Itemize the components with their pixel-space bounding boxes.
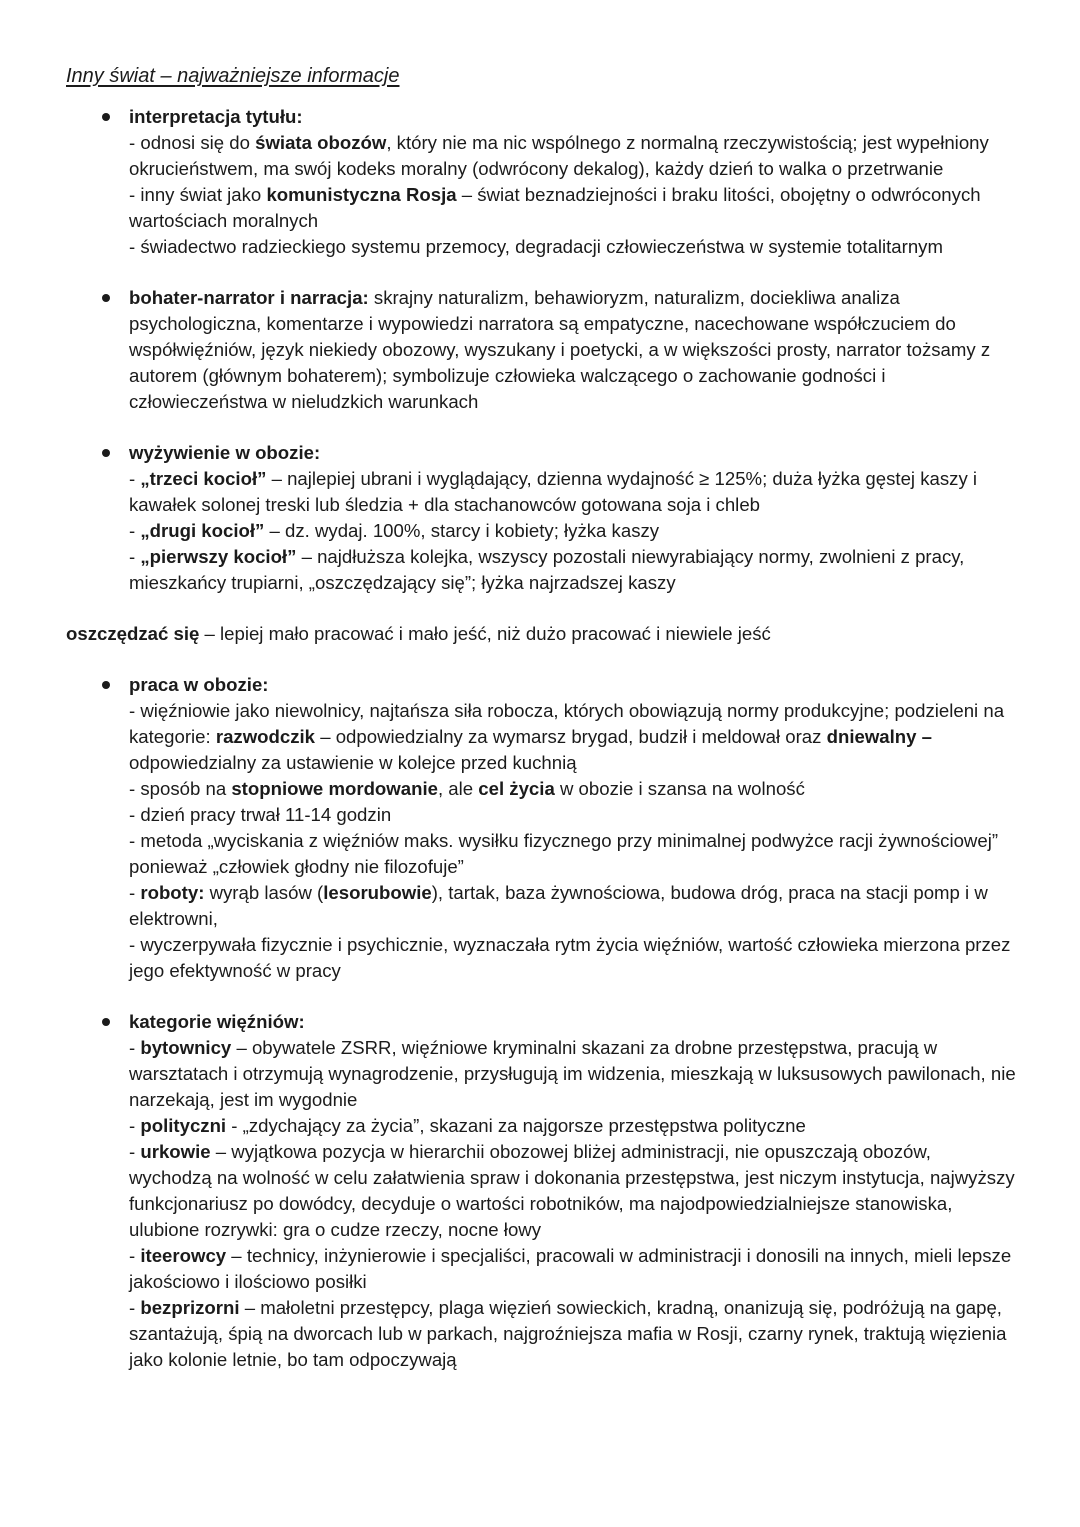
- text-line: [129, 1295, 1016, 1373]
- bold-text-run: razwodczik: [215, 726, 316, 747]
- text-run: – dz. wydaj. 100%, starcy i kobiety; łyżka kaszy: [264, 520, 660, 541]
- text-run: - sposób na: [129, 778, 232, 799]
- bold-text-run: świata obozów: [255, 132, 387, 153]
- text-run: - dzień pracy trwał 11-14 godzin: [129, 804, 392, 825]
- text-line: [129, 776, 1016, 802]
- bullet-item-interpretacja-tytulu: [66, 104, 1016, 260]
- bold-text-run: iteerowcy: [140, 1245, 227, 1266]
- text-line: [129, 544, 1016, 596]
- text-line: [129, 1113, 1016, 1139]
- text-line: [129, 802, 1016, 828]
- text-line: [129, 182, 1016, 234]
- bold-text-run: roboty:: [140, 882, 205, 903]
- bold-text-run: bytownicy: [140, 1037, 232, 1058]
- text-run: – najlepiej ubrani i wyglądający, dzienna wydajność ≥ 125%; duża łyżka gęstej kaszy i kawałek solonej treski lub śledzia + dla stachanowców gotowana soja i chleb: [129, 468, 978, 515]
- text-run: – odpowiedzialny za wymarsz brygad, budził i meldował oraz: [315, 726, 827, 747]
- text-run: -: [129, 1297, 141, 1318]
- text-line: [129, 828, 1016, 880]
- bullet-item-wyzywienie-w-obozie: [66, 440, 1016, 596]
- text-run: wyrąb lasów (: [204, 882, 324, 903]
- text-line: [129, 1035, 1016, 1113]
- text-run: – najdłuższa kolejka, wszyscy pozostali niewyrabiający normy, zwolnieni z pracy, mieszkańcy trupiarni, „oszczędzający się”; łyżka najrzadszej kaszy: [129, 546, 965, 593]
- bold-text-run: interpretacja tytułu:: [129, 106, 303, 127]
- text-run: – świat beznadziejności i braku litości, obojętny o odwróconych wartościach moralnych: [129, 184, 981, 231]
- text-line: [129, 880, 1016, 932]
- bold-text-run: komunistyczna Rosja: [266, 184, 457, 205]
- bold-text-run: lesorubowie: [323, 882, 432, 903]
- text-run: - „zdychający za życia”, skazani za najgorsze przestępstwa polityczne: [226, 1115, 806, 1136]
- text-line: [129, 285, 1016, 415]
- bold-text-run: polityczni: [140, 1115, 227, 1136]
- text-line: [129, 1139, 1016, 1243]
- text-run: w obozie i szansa na wolność: [554, 778, 805, 799]
- bold-text-run: bezprizorni: [140, 1297, 240, 1318]
- bullet-item-kategorie-wiezniow: [66, 1009, 1016, 1373]
- bold-text-run: oszczędzać się: [66, 623, 200, 644]
- text-run: - świadectwo radzieckiego systemu przemocy, degradacji człowieczeństwa w systemie totalitarnym: [129, 236, 943, 257]
- text-run: - wyczerpywała fizycznie i psychicznie, wyznaczała rytm życia więźniów, wartość człowieka mierzona przez jego efektywność w pracy: [129, 934, 1011, 981]
- bullet-icon: [102, 113, 110, 121]
- bold-text-run: „drugi kocioł”: [140, 520, 265, 541]
- text-line: [66, 621, 1016, 647]
- text-line: [129, 518, 1016, 544]
- bold-text-run: praca w obozie:: [129, 674, 269, 695]
- text-run: -: [129, 520, 141, 541]
- bullet-icon: [102, 1018, 110, 1026]
- text-line: [129, 234, 1016, 260]
- text-line: [129, 130, 1016, 182]
- text-run: – lepiej mało pracować i mało jeść, niż dużo pracować i niewiele jeść: [199, 623, 771, 644]
- text-run: -: [129, 1141, 141, 1162]
- text-line: [129, 932, 1016, 984]
- bold-text-run: wyżywienie w obozie:: [129, 442, 321, 463]
- bold-text-run: dniewalny –: [826, 726, 933, 747]
- text-run: -: [129, 468, 141, 489]
- text-run: - metoda „wyciskania z więźniów maks. wysiłku fizycznego przy minimalnej podwyżce racji żywnościowej” ponieważ „człowiek głodny nie filozofuje”: [129, 830, 999, 877]
- bullet-item-praca-w-obozie: [66, 672, 1016, 984]
- text-run: - inny świat jako: [129, 184, 267, 205]
- paragraph-oszczedzac-sie: [66, 621, 1016, 647]
- text-run: -: [129, 1037, 141, 1058]
- text-run: -: [129, 1245, 141, 1266]
- bold-text-run: cel życia: [478, 778, 555, 799]
- text-run: - odnosi się do: [129, 132, 256, 153]
- text-run: , który nie ma nic wspólnego z normalną rzeczywistością; jest wypełniony okrucieństwem, ma swój kodeks moralny (odwrócony dekalog), każdy dzień to walka o przetrwanie: [129, 132, 989, 179]
- text-run: ), tartak, baza żywnościowa, budowa dróg, praca na stacji pomp i w elektrowni,: [129, 882, 988, 929]
- document-body: [66, 104, 1016, 1373]
- bold-text-run: „trzeci kocioł”: [140, 468, 267, 489]
- bullet-icon: [102, 294, 110, 302]
- bold-text-run: urkowie: [140, 1141, 211, 1162]
- text-run: – technicy, inżynierowie i specjaliści, pracowali w administracji i donosili na innych, mieli lepsze jakościowo i ilościowo posiłki: [129, 1245, 1012, 1292]
- bold-text-run: stopniowe mordowanie: [231, 778, 438, 799]
- text-line: [129, 672, 1016, 698]
- text-run: - więźniowie jako niewolnicy, najtańsza siła robocza, których obowiązują normy produkcyjne; podzieleni na kategorie:: [129, 700, 1005, 747]
- bullet-icon: [102, 449, 110, 457]
- text-run: odpowiedzialny za ustawienie w kolejce przed kuchnią: [129, 752, 577, 773]
- text-line: [129, 698, 1016, 776]
- text-run: – wyjątkowa pozycja w hierarchii obozowej bliżej administracji, nie opuszczają obozów, wychodzą na wolność w celu załatwienia spraw i dokonania przestępstwa, jest niczym instytucja, najwyższy funkcjonariusz po dowódcy, decyduje o wartości robotników, ma najodpowiedzialniejsze stanowiska, ulubione rozrywki: gra o cudze rzeczy, nocne łowy: [129, 1141, 1015, 1240]
- text-run: -: [129, 882, 141, 903]
- bold-text-run: kategorie więźniów:: [129, 1011, 305, 1032]
- text-line: [129, 104, 1016, 130]
- text-line: [129, 466, 1016, 518]
- document-title: Inny świat – najważniejsze informacje: [66, 65, 400, 87]
- text-run: , ale: [437, 778, 479, 799]
- text-line: [129, 1243, 1016, 1295]
- text-run: -: [129, 546, 141, 567]
- bold-text-run: bohater-narrator i narracja:: [129, 287, 369, 308]
- text-line: [129, 440, 1016, 466]
- text-line: [129, 1009, 1016, 1035]
- text-run: – małoletni przestępcy, plaga więzień sowieckich, kradną, onanizują się, podróżują na gapę, szantażują, śpią na dworcach lub w parkach, najgroźniejsza mafia w Rosji, czarny rynek, traktują więzienia jako kolonie letnie, bo tam odpoczywają: [129, 1297, 1007, 1370]
- bullet-item-bohater-narrator: [66, 285, 1016, 415]
- bold-text-run: „pierwszy kocioł”: [140, 546, 297, 567]
- bullet-icon: [102, 681, 110, 689]
- text-run: – obywatele ZSRR, więźniowe kryminalni skazani za drobne przestępstwa, pracują w warsztatach i otrzymują wynagrodzenie, przysługują im widzenia, mieszkają w luksusowych pawilonach, nie narzekają, jest im wygodnie: [129, 1037, 1016, 1110]
- text-run: -: [129, 1115, 141, 1136]
- text-run: skrajny naturalizm, behawioryzm, naturalizm, dociekliwa analiza psychologiczna, komentarze i wypowiedzi narratora są empatyczne, nacechowane współczuciem do współwięźniów, język niekiedy obozowy, wyszukany i poetycki, a w większości prosty, narrator tożsamy z autorem (głównym bohaterem); symbolizuje człowieka walczącego o zachowanie godności i człowieczeństwa w nieludzkich warunkach: [129, 287, 991, 412]
